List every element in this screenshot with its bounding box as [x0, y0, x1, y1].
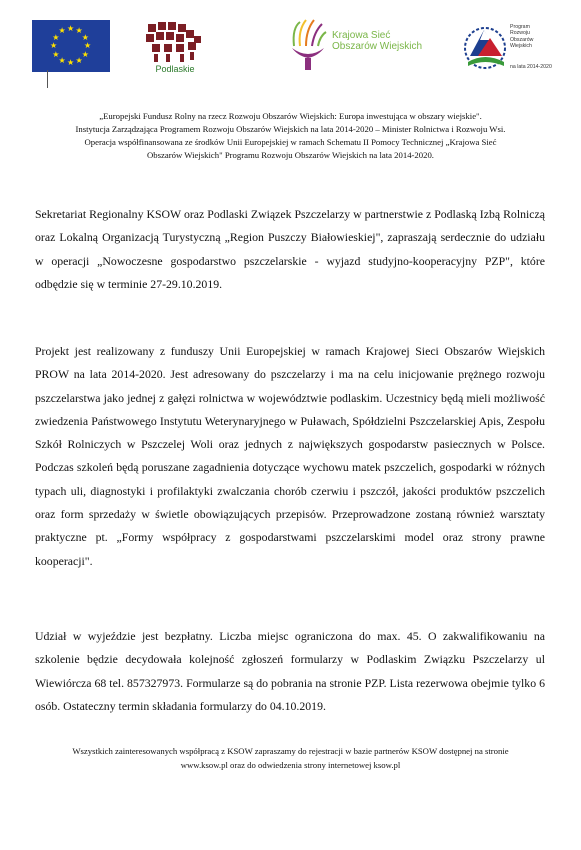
- project-description-paragraph: Projekt jest realizowany z funduszy Unii Europejskiej w ramach Krajowej Sieci Obszarów Wiejskich PROW na lata 2014-2020. Jest adresowany do pszczelarzy i ma na celu inicjowanie prężnego rozwoju pszczelarstwa jako jednej z gałęzi rolnictwa w województwie podlaskim. Uczestnicy będą mieli możliwość zwiedzenia Państwowego Instytutu Weterynaryjnego w Puławach, Spółdzielni Pszczelarskiej Apis, Zespołu Szkół Rolniczych w Pszczelej Woli oraz jednych z największych gospodarstw pasiecznych w Polsce. Podczas szkoleń będą poruszane zagadnienia dotyczące wychowu matek pszczelich, gospodarki w różnych typach uli, diagnostyki i profilaktyki zwalczania chorób czerwiu i pszczół, jakości produktów pszczelich oraz form sprzedaży w świetle obowiązujących przepisów. Przeprowadzone zostaną również warsztaty praktyczne pt. „Formy współpracy z gospodarstwami pszczelarskimi model oraz strony prawne kooperacji".: [35, 344, 545, 568]
- eu-star-icon: ★: [58, 26, 66, 36]
- prow-label-line: Program: [510, 24, 530, 30]
- eu-star-icon: ★: [50, 41, 58, 50]
- prow-label: [510, 24, 533, 50]
- prow-label-line: Obszarów: [510, 36, 534, 43]
- eu-star-icon: ★: [81, 32, 89, 42]
- eu-star-icon: ★: [84, 41, 92, 50]
- podlaskie-label: Podlaskie: [155, 64, 195, 74]
- ksow-label-line2: Obszarów Wiejskich: [332, 41, 423, 52]
- eu-star-icon: ★: [81, 49, 89, 59]
- eu-star-icon: ★: [67, 24, 75, 33]
- funding-note-line: Instytucja Zarządzająca Programem Rozwoju Obszarów Wiejskich na lata 2014-2020 – Minister Rolnictwa i Rozwoju Wsi.: [75, 124, 506, 134]
- bison-icon: [142, 18, 208, 64]
- prow-logo: [460, 16, 570, 80]
- ksow-label-line1: Krajowa Sieć: [332, 30, 391, 41]
- funding-note: [40, 110, 541, 162]
- prow-years-label: na lata 2014-2020: [510, 64, 552, 70]
- participation-info-paragraph: Udział w wyjeździe jest bezpłatny. Liczba miejsc ograniczona do max. 45. O zakwalifikowaniu na szkolenie będzie decydowała kolejność zgłoszeń formularzy w Podlaskim Związku Pszczelarzy ul Wiewiórcza 68 tel. 857327973. Formularze są do pobrania na stronie PZP. Lista rezerwowa obejmie tylko 6 osób. Ostateczny termin składania formularzy do 04.10.2019.: [35, 629, 545, 713]
- logo-row: [0, 16, 581, 80]
- ksow-emblem-icon: [288, 16, 328, 74]
- eu-star-icon: ★: [75, 26, 83, 36]
- eu-flag-pole: [47, 70, 48, 88]
- podlaskie-logo: [142, 18, 208, 78]
- footer-line: Wszystkich zainteresowanych współpracą z KSOW zapraszamy do rejestracji w bazie partnerów KSOW dostępnej na stronie: [72, 746, 509, 756]
- eu-flag-logo: [32, 20, 110, 72]
- eu-star-icon: ★: [52, 49, 60, 59]
- funding-note-line: „Europejski Fundusz Rolny na rzecz Rozwoju Obszarów Wiejskich: Europa inwestująca w obszary wiejskie".: [99, 111, 482, 121]
- invitation-paragraph: Sekretariat Regionalny KSOW oraz Podlaski Związek Pszczelarzy w partnerstwie z Podlaską Izbą Rolniczą oraz Lokalną Organizacją Turystyczną „Region Puszczy Białowieskiej", zapraszają serdecznie do udziału w operacji „Nowoczesne gospodarstwo pszczelarskie - wyjazd studyjno-kooperacyjny PZP", które odbędzie się w terminie 27-29.10.2019.: [35, 207, 545, 291]
- ksow-label: [332, 30, 422, 52]
- funding-note-line: Obszarów Wiejskich" Programu Rozwoju Obszarów Wiejskich na lata 2014-2020.: [147, 150, 434, 160]
- eu-star-icon: ★: [67, 58, 75, 67]
- ksow-logo: [288, 16, 438, 76]
- eu-star-icon: ★: [58, 55, 66, 65]
- prow-label-line: Rozwoju: [510, 30, 530, 37]
- eu-star-icon: ★: [75, 55, 83, 65]
- prow-emblem-icon: [460, 16, 510, 76]
- eu-star-icon: ★: [52, 32, 60, 42]
- footer-line: www.ksow.pl oraz do odwiedzenia strony internetowej ksow.pl: [180, 760, 401, 770]
- prow-label-line: Wiejskich: [510, 43, 532, 50]
- funding-note-line: Operacja współfinansowana ze środków Unii Europejskiej w ramach Schematu II Pomocy Technicznej „Krajowa Sieć: [84, 137, 497, 147]
- footer-note: [40, 744, 541, 772]
